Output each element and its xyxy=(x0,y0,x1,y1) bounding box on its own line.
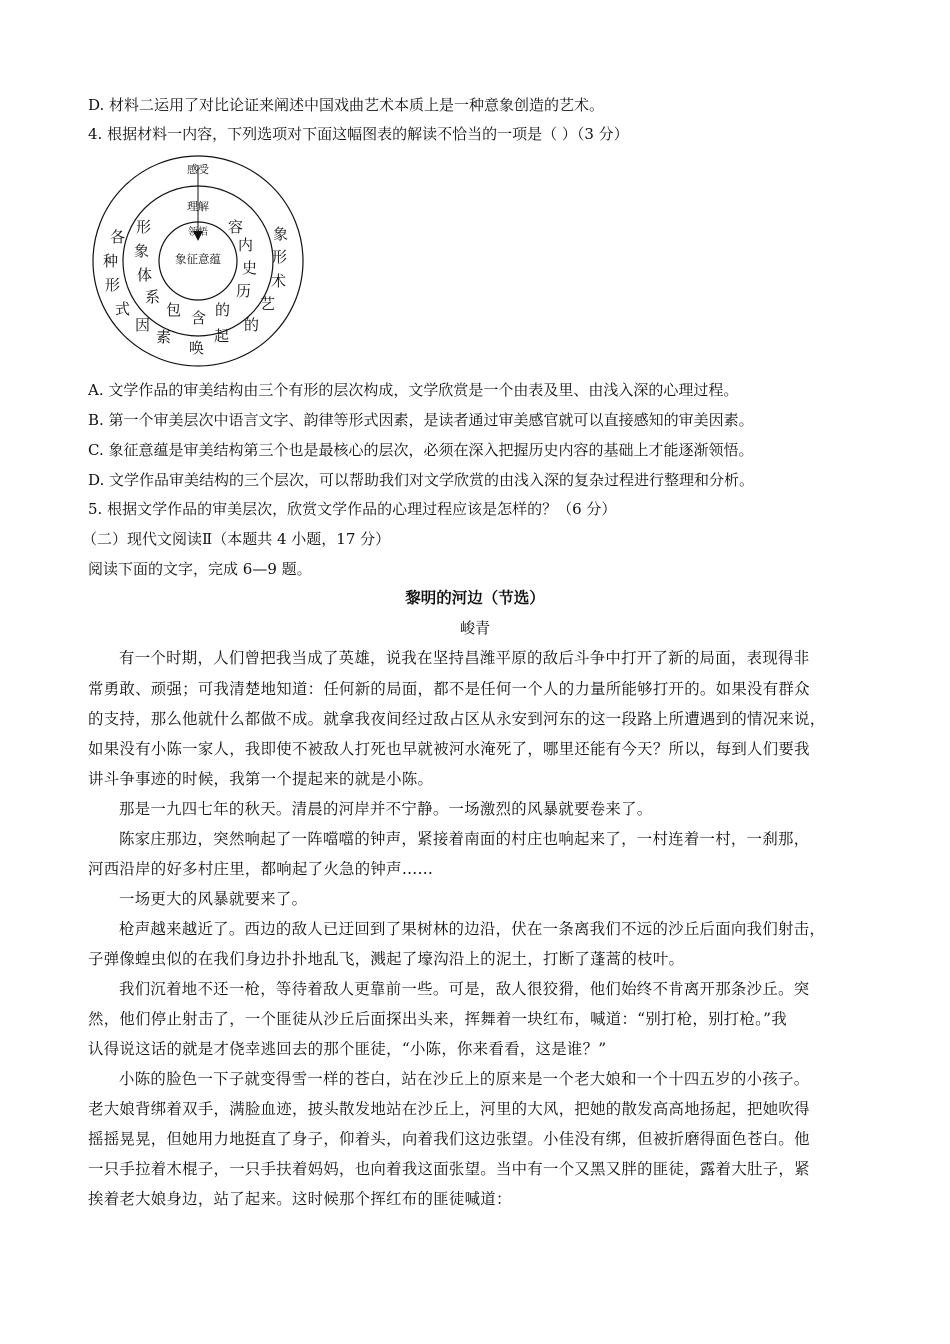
option-4b: B. 第一个审美层次中语言文字、韵律等形式因素，是读者通过审美感官就可以直接感知的审美因素。 xyxy=(88,411,754,429)
outer-char: 形 xyxy=(272,248,288,266)
outer-char: 起 xyxy=(214,327,230,345)
middle-char: 系 xyxy=(145,288,161,306)
arrow-label-perceive: 感受 xyxy=(187,163,209,176)
passage-line: 挨着老大娘身边，站了起来。这时候那个挥红布的匪徒喊道： xyxy=(88,1190,512,1208)
passage-line: 讲斗争事迹的时候，我第一个提起来的就是小陈。 xyxy=(88,770,434,788)
outer-char: 种 xyxy=(103,252,119,270)
middle-char: 含 xyxy=(191,309,207,327)
passage-line: 那是一九四七年的秋天。清晨的河岸并不宁静。一场激烈的风暴就要卷来了。 xyxy=(119,800,653,818)
middle-char: 历 xyxy=(236,282,252,300)
passage-line: 的支持，那么他就什么都做不成。就拿我夜间经过敌占区从永安到河东的这一段路上所遭遇到的情况来说， xyxy=(88,710,826,728)
outer-char: 因 xyxy=(135,316,151,334)
passage-line: 我们沉着地不还一枪，等待着敌人更靠前一些。可是，敌人很狡猾，他们始终不肯离开那条沙丘。突 xyxy=(119,980,810,998)
question-5: 5. 根据文学作品的审美层次，欣赏文学作品的心理过程应该是怎样的？（6 分） xyxy=(88,500,617,518)
middle-char: 象 xyxy=(134,242,150,260)
outer-char: 形 xyxy=(105,276,121,294)
aesthetic-structure-diagram xyxy=(88,155,308,367)
passage-line: 如果没有小陈一家人，我即使不被敌人打死也早就被河水淹死了，哪里还能有今天？所以，每到人们要我 xyxy=(88,740,810,758)
question-4: 4. 根据材料一内容，下列选项对下面这幅图表的解读不恰当的一项是（ ）（3 分） xyxy=(88,125,629,143)
passage-line: 子弹像蝗虫似的在我们身边扑扑地乱飞，溅起了壕沟沿上的泥土，打断了蓬蒿的枝叶。 xyxy=(88,950,685,968)
passage-line: 一场更大的风暴就要来了。 xyxy=(119,890,308,908)
passage-line: 小陈的脸色一下子就变得雪一样的苍白，站在沙丘上的原来是一个老大娘和一个十四五岁的小孩子。 xyxy=(119,1070,810,1088)
passage-line: 枪声越来越近了。西边的敌人已迂回到了果树林的边沿，伏在一条离我们不远的沙丘后面向我们射击， xyxy=(119,920,826,938)
passage-line: 老大娘背绑着双手，满脸血迹，披头散发地站在沙丘上，河里的大风，把她的散发高高地扬起，把她吹得 xyxy=(88,1100,810,1118)
passage-line: 陈家庄那边，突然响起了一阵噹噹的钟声，紧接着南面的村庄也响起来了，一村连着一村，一刹那， xyxy=(119,830,810,848)
passage-line: 认得说这话的就是才侥幸逃回去的那个匪徒，“小陈，你来看看，这是谁？” xyxy=(88,1040,607,1058)
outer-char: 的 xyxy=(244,316,260,334)
center-label: 象征意蕴 xyxy=(175,252,221,266)
passage-line: 一只手拉着木棍子，一只手扶着妈妈，也向着我这面张望。当中有一个又黑又胖的匪徒，露着大肚子，紧 xyxy=(88,1160,810,1178)
middle-char: 的 xyxy=(215,301,231,319)
passage-line: 有一个时期，人们曾把我当成了英雄，说我在坚持昌潍平原的敌后斗争中打开了新的局面，表现得非 xyxy=(119,649,810,667)
passage-title: 黎明的河边（节选） xyxy=(405,588,545,607)
passage-line: 常勇敢、顽强；可我清楚地知道：任何新的局面，都不是任何一个人的力量所能够打开的。如果没有群众 xyxy=(88,680,810,698)
outer-char: 各 xyxy=(110,228,126,246)
reading-instruction: 阅读下面的文字，完成 6—9 题。 xyxy=(88,560,312,578)
section-heading: （二）现代文阅读Ⅱ（本题共 4 小题，17 分） xyxy=(82,530,391,548)
passage-line: 然，他们停止射击了，一个匪徒从沙丘后面探出头来，挥舞着一块红布，喊道：“别打枪，别打枪。”我 xyxy=(88,1010,788,1028)
option-4a: A. 文学作品的审美结构由三个有形的层次构成，文学欣赏是一个由表及里、由浅入深的心理过程。 xyxy=(88,381,739,399)
outer-char: 术 xyxy=(271,272,287,290)
outer-char: 唤 xyxy=(189,339,205,357)
middle-char: 包 xyxy=(166,301,182,319)
arrow-label-understand: 理解 xyxy=(187,200,209,213)
middle-char: 内 xyxy=(238,236,254,254)
outer-char: 素 xyxy=(156,328,172,346)
outer-char: 象 xyxy=(273,225,289,243)
option-4c: C. 象征意蕴是审美结构第三个也是最核心的层次，必须在深入把握历史内容的基础上才能逐渐领悟。 xyxy=(88,441,754,459)
middle-char: 史 xyxy=(242,259,258,277)
middle-char: 容 xyxy=(228,218,244,236)
passage-line: 河西沿岸的好多村庄里，都响起了火急的钟声…… xyxy=(88,860,434,878)
middle-char: 形 xyxy=(136,218,152,236)
middle-char: 体 xyxy=(137,266,153,284)
option-4d: D. 文学作品审美结构的三个层次，可以帮助我们对文学欣赏的由浅入深的复杂过程进行整理和分析。 xyxy=(88,471,755,489)
option-3d: D. 材料二运用了对比论证来阐述中国戏曲艺术本质上是一种意象创造的艺术。 xyxy=(88,96,605,114)
passage-line: 摇摇晃晃，但她用力地挺直了身子，仰着头，向着我们这边张望。小佳没有绑，但被折磨得面色苍白。他 xyxy=(88,1130,810,1148)
outer-char: 艺 xyxy=(260,295,276,313)
outer-char: 式 xyxy=(115,300,131,318)
passage-author: 峻青 xyxy=(459,619,490,637)
arrow-label-comprehend: 领悟 xyxy=(188,227,208,238)
